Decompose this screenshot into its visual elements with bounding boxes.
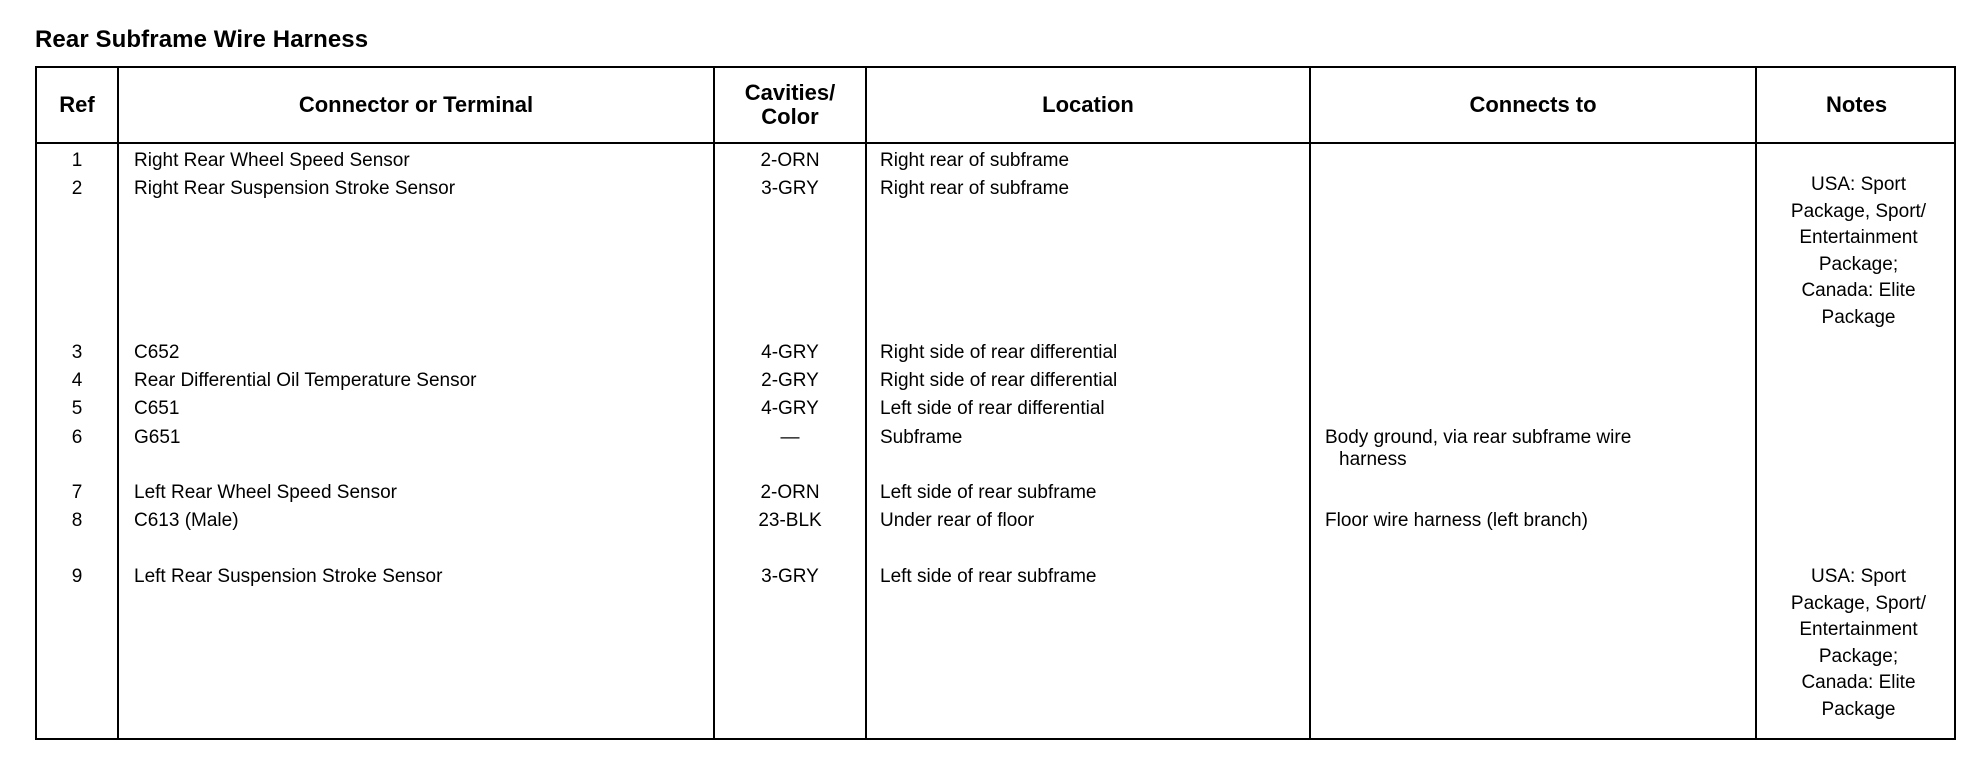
notes-line: Entertainment <box>1799 227 1918 248</box>
cell-location: Right rear of subframe <box>880 150 1070 171</box>
connects-to-line1: Floor wire harness (left branch) <box>1325 510 1588 531</box>
col-divider <box>117 68 119 738</box>
connects-to-line2: harness <box>1339 449 1407 470</box>
notes-line: USA: Sport <box>1810 566 1907 587</box>
cell-cavities: 4-GRY <box>761 398 819 419</box>
cell-connector: Right Rear Suspension Stroke Sensor <box>134 178 456 199</box>
cell-location: Left side of rear differential <box>880 398 1105 419</box>
header-notes: Notes <box>1825 92 1888 117</box>
header-connects-to: Connects to <box>1469 92 1597 117</box>
cell-connector: Left Rear Suspension Stroke Sensor <box>134 566 443 587</box>
header-cavities <box>715 68 865 142</box>
col-divider <box>865 68 867 738</box>
cell-connector: C651 <box>134 398 180 419</box>
notes-line: Package, Sport/ <box>1790 592 1927 614</box>
col-divider <box>1309 68 1311 738</box>
header-connector: Connector or Terminal <box>298 92 534 117</box>
cell-connector: C613 (Male) <box>134 510 239 531</box>
cell-connects-to <box>1325 510 1745 532</box>
notes-line: Package <box>1821 698 1896 720</box>
cell-cavities: 23-BLK <box>758 510 822 531</box>
header-cavities-line1: Cavities/ <box>744 80 836 105</box>
header-ref: Ref <box>59 92 95 117</box>
cell-location: Left side of rear subframe <box>880 566 1097 587</box>
cell-connector: G651 <box>134 427 181 448</box>
cell-location: Subframe <box>880 427 963 448</box>
col-divider <box>1755 68 1757 738</box>
header-divider <box>37 142 1954 144</box>
connects-to-line1: Body ground, via rear subframe wire <box>1325 427 1632 448</box>
page-title: Rear Subframe Wire Harness <box>35 26 369 53</box>
cell-ref: 3 <box>71 342 83 363</box>
cell-cavities: — <box>780 427 800 448</box>
header-cavities-line2: Color <box>761 104 819 129</box>
cell-cavities: 3-GRY <box>761 566 819 587</box>
notes-line: Canada: Elite <box>1801 280 1916 301</box>
cell-location: Right rear of subframe <box>880 178 1070 199</box>
header-location: Location <box>1042 92 1134 117</box>
cell-cavities: 3-GRY <box>761 178 819 199</box>
notes-line: Canada: Elite <box>1801 672 1916 693</box>
cell-ref: 1 <box>71 150 83 171</box>
cell-connects-to <box>1325 427 1745 471</box>
harness-table <box>35 66 1956 740</box>
cell-connector: Left Rear Wheel Speed Sensor <box>134 482 397 503</box>
cell-cavities: 2-ORN <box>760 482 820 503</box>
notes-line: Entertainment <box>1799 619 1918 640</box>
cell-cavities: 2-GRY <box>761 370 819 391</box>
cell-connector: C652 <box>134 342 180 363</box>
cell-ref: 9 <box>71 566 83 587</box>
cell-ref: 8 <box>71 510 83 531</box>
notes-cell <box>1761 564 1956 723</box>
cell-connector: Rear Differential Oil Temperature Sensor <box>134 370 477 391</box>
cell-location: Under rear of floor <box>880 510 1035 531</box>
cell-ref: 6 <box>71 427 83 448</box>
cell-cavities: 4-GRY <box>761 342 819 363</box>
cell-ref: 2 <box>71 178 83 199</box>
notes-line: Package; <box>1818 645 1899 667</box>
cell-location: Left side of rear subframe <box>880 482 1097 503</box>
cell-ref: 7 <box>71 482 83 503</box>
cell-connector: Right Rear Wheel Speed Sensor <box>134 150 410 171</box>
notes-line: USA: Sport <box>1810 174 1907 195</box>
notes-line: Package, Sport/ <box>1790 200 1927 222</box>
cell-cavities: 2-ORN <box>760 150 820 171</box>
notes-cell <box>1761 172 1956 331</box>
cell-location: Right side of rear differential <box>880 370 1118 391</box>
cell-location: Right side of rear differential <box>880 342 1118 363</box>
notes-line: Package <box>1821 306 1896 328</box>
cell-ref: 5 <box>71 398 83 419</box>
notes-line: Package; <box>1818 253 1899 275</box>
cell-ref: 4 <box>71 370 83 391</box>
